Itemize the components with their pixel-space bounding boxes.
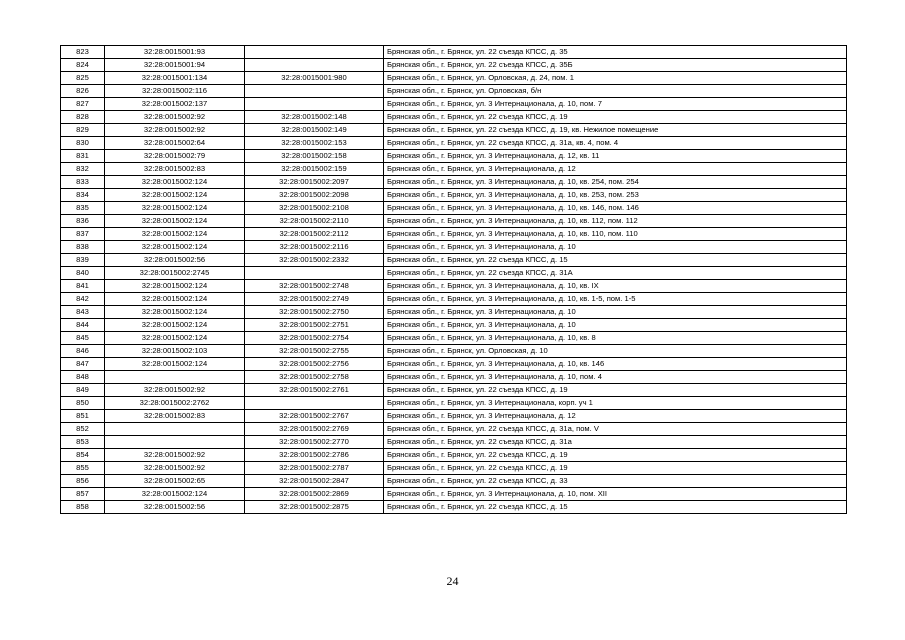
row-number-cell: 834	[61, 189, 105, 202]
object-cadastral-number-cell: 32:28:0015002:2751	[245, 319, 384, 332]
object-cadastral-number-cell: 32:28:0015002:2750	[245, 306, 384, 319]
object-cadastral-number-cell: 32:28:0015002:2786	[245, 449, 384, 462]
address-cell: Брянская обл., г. Брянск, ул. 22 съезда КПСС, д. 19	[384, 111, 847, 124]
object-cadastral-number-cell: 32:28:0015002:2748	[245, 280, 384, 293]
row-number-cell: 830	[61, 137, 105, 150]
cadastral-number-cell: 32:28:0015001:94	[105, 59, 245, 72]
cadastral-number-cell: 32:28:0015002:124	[105, 202, 245, 215]
table-row	[61, 124, 847, 137]
object-cadastral-number-cell: 32:28:0015002:2869	[245, 488, 384, 501]
object-cadastral-number-cell: 32:28:0015002:2769	[245, 423, 384, 436]
row-number-cell: 838	[61, 241, 105, 254]
address-cell: Брянская обл., г. Брянск, ул. 22 съезда КПСС, д. 35Б	[384, 59, 847, 72]
table-row	[61, 267, 847, 280]
cadastral-number-cell: 32:28:0015002:124	[105, 241, 245, 254]
object-cadastral-number-cell: 32:28:0015002:2116	[245, 241, 384, 254]
address-cell: Брянская обл., г. Брянск, ул. 3 Интернационала, д. 10, кв. 146	[384, 358, 847, 371]
table-row	[61, 436, 847, 449]
address-cell: Брянская обл., г. Брянск, ул. 3 Интернационала, д. 10, кв. IX	[384, 280, 847, 293]
address-cell: Брянская обл., г. Брянск, ул. 3 Интернационала, д. 10	[384, 241, 847, 254]
table-row	[61, 215, 847, 228]
cadastral-number-cell: 32:28:0015002:124	[105, 189, 245, 202]
object-cadastral-number-cell: 32:28:0015002:2770	[245, 436, 384, 449]
table-row	[61, 254, 847, 267]
cadastral-number-cell	[105, 436, 245, 449]
table-row	[61, 319, 847, 332]
object-cadastral-number-cell: 32:28:0015002:2749	[245, 293, 384, 306]
row-number-cell: 847	[61, 358, 105, 371]
cadastral-number-cell: 32:28:0015002:2745	[105, 267, 245, 280]
address-cell: Брянская обл., г. Брянск, ул. 22 съезда КПСС, д. 31а	[384, 436, 847, 449]
object-cadastral-number-cell	[245, 267, 384, 280]
table-row	[61, 241, 847, 254]
table-row	[61, 475, 847, 488]
row-number-cell: 848	[61, 371, 105, 384]
row-number-cell: 842	[61, 293, 105, 306]
object-cadastral-number-cell: 32:28:0015002:158	[245, 150, 384, 163]
table-row	[61, 462, 847, 475]
row-number-cell: 827	[61, 98, 105, 111]
table-row	[61, 358, 847, 371]
row-number-cell: 828	[61, 111, 105, 124]
cadastral-number-cell: 32:28:0015002:92	[105, 384, 245, 397]
cadastral-number-cell: 32:28:0015002:116	[105, 85, 245, 98]
object-cadastral-number-cell	[245, 59, 384, 72]
address-cell: Брянская обл., г. Брянск, ул. 3 Интернационала, д. 10, кв. 146, пом. 146	[384, 202, 847, 215]
table-row	[61, 111, 847, 124]
object-cadastral-number-cell: 32:28:0015002:2847	[245, 475, 384, 488]
table-row	[61, 397, 847, 410]
address-cell: Брянская обл., г. Брянск, ул. 3 Интернационала, д. 10	[384, 306, 847, 319]
address-cell: Брянская обл., г. Брянск, ул. 3 Интернационала, д. 12	[384, 163, 847, 176]
table-row	[61, 332, 847, 345]
row-number-cell: 823	[61, 46, 105, 59]
table-row	[61, 410, 847, 423]
row-number-cell: 858	[61, 501, 105, 514]
address-cell: Брянская обл., г. Брянск, ул. 22 съезда КПСС, д. 19, кв. Нежилое помещение	[384, 124, 847, 137]
row-number-cell: 843	[61, 306, 105, 319]
address-cell: Брянская обл., г. Брянск, ул. 3 Интернационала, д. 10, пом. 4	[384, 371, 847, 384]
address-cell: Брянская обл., г. Брянск, ул. 3 Интернационала, д. 10, кв. 112, пом. 112	[384, 215, 847, 228]
table-row	[61, 72, 847, 85]
address-cell: Брянская обл., г. Брянск, ул. 3 Интернационала, д. 12, кв. 11	[384, 150, 847, 163]
property-registry-table	[60, 45, 847, 514]
property-registry-body	[61, 46, 847, 514]
cadastral-number-cell: 32:28:0015002:124	[105, 293, 245, 306]
object-cadastral-number-cell: 32:28:0015002:149	[245, 124, 384, 137]
address-cell: Брянская обл., г. Брянск, ул. 22 съезда КПСС, д. 31А	[384, 267, 847, 280]
cadastral-number-cell: 32:28:0015002:124	[105, 306, 245, 319]
cadastral-number-cell: 32:28:0015002:124	[105, 228, 245, 241]
address-cell: Брянская обл., г. Брянск, ул. Орловская, д. 10	[384, 345, 847, 358]
table-row	[61, 137, 847, 150]
address-cell: Брянская обл., г. Брянск, ул. 22 съезда КПСС, д. 35	[384, 46, 847, 59]
object-cadastral-number-cell: 32:28:0015002:2787	[245, 462, 384, 475]
table-row	[61, 150, 847, 163]
page-number: 24	[446, 574, 459, 588]
cadastral-number-cell: 32:28:0015002:92	[105, 111, 245, 124]
cadastral-number-cell	[105, 423, 245, 436]
row-number-cell: 857	[61, 488, 105, 501]
table-row	[61, 228, 847, 241]
address-cell: Брянская обл., г. Брянск, ул. 3 Интернационала, д. 10, пом. 7	[384, 98, 847, 111]
object-cadastral-number-cell: 32:28:0015002:2875	[245, 501, 384, 514]
row-number-cell: 851	[61, 410, 105, 423]
row-number-cell: 845	[61, 332, 105, 345]
object-cadastral-number-cell	[245, 46, 384, 59]
row-number-cell: 835	[61, 202, 105, 215]
cadastral-number-cell	[105, 371, 245, 384]
row-number-cell: 839	[61, 254, 105, 267]
object-cadastral-number-cell: 32:28:0015001:980	[245, 72, 384, 85]
cadastral-number-cell: 32:28:0015002:124	[105, 319, 245, 332]
cadastral-number-cell: 32:28:0015002:56	[105, 254, 245, 267]
row-number-cell: 846	[61, 345, 105, 358]
address-cell: Брянская обл., г. Брянск, ул. 22 съезда КПСС, д. 19	[384, 384, 847, 397]
table-row	[61, 163, 847, 176]
row-number-cell: 824	[61, 59, 105, 72]
cadastral-number-cell: 32:28:0015002:124	[105, 358, 245, 371]
address-cell: Брянская обл., г. Брянск, ул. 3 Интернационала, д. 12	[384, 410, 847, 423]
row-number-cell: 849	[61, 384, 105, 397]
cadastral-number-cell: 32:28:0015002:65	[105, 475, 245, 488]
row-number-cell: 852	[61, 423, 105, 436]
object-cadastral-number-cell: 32:28:0015002:2108	[245, 202, 384, 215]
table-row	[61, 46, 847, 59]
row-number-cell: 841	[61, 280, 105, 293]
cadastral-number-cell: 32:28:0015001:134	[105, 72, 245, 85]
table-row	[61, 202, 847, 215]
object-cadastral-number-cell: 32:28:0015002:2332	[245, 254, 384, 267]
table-row	[61, 306, 847, 319]
object-cadastral-number-cell: 32:28:0015002:153	[245, 137, 384, 150]
table-row	[61, 98, 847, 111]
cadastral-number-cell: 32:28:0015002:92	[105, 449, 245, 462]
object-cadastral-number-cell: 32:28:0015002:2758	[245, 371, 384, 384]
row-number-cell: 825	[61, 72, 105, 85]
row-number-cell: 836	[61, 215, 105, 228]
cadastral-number-cell: 32:28:0015002:56	[105, 501, 245, 514]
table-row	[61, 293, 847, 306]
cadastral-number-cell: 32:28:0015002:64	[105, 137, 245, 150]
object-cadastral-number-cell: 32:28:0015002:2098	[245, 189, 384, 202]
row-number-cell: 856	[61, 475, 105, 488]
cadastral-number-cell: 32:28:0015002:137	[105, 98, 245, 111]
row-number-cell: 826	[61, 85, 105, 98]
address-cell: Брянская обл., г. Брянск, ул. 22 съезда КПСС, д. 31а, кв. 4, пом. 4	[384, 137, 847, 150]
table-row	[61, 280, 847, 293]
table-row	[61, 449, 847, 462]
cadastral-number-cell: 32:28:0015002:2762	[105, 397, 245, 410]
table-row	[61, 488, 847, 501]
address-cell: Брянская обл., г. Брянск, ул. 22 съезда КПСС, д. 15	[384, 501, 847, 514]
address-cell: Брянская обл., г. Брянск, ул. 3 Интернационала, д. 10, кв. 253, пом. 253	[384, 189, 847, 202]
address-cell: Брянская обл., г. Брянск, ул. 3 Интернационала, д. 10, пом. XII	[384, 488, 847, 501]
table-row	[61, 85, 847, 98]
object-cadastral-number-cell: 32:28:0015002:2754	[245, 332, 384, 345]
cadastral-number-cell: 32:28:0015002:124	[105, 280, 245, 293]
object-cadastral-number-cell: 32:28:0015002:2767	[245, 410, 384, 423]
address-cell: Брянская обл., г. Брянск, ул. Орловская, б/н	[384, 85, 847, 98]
cadastral-number-cell: 32:28:0015002:124	[105, 176, 245, 189]
table-row	[61, 371, 847, 384]
cadastral-number-cell: 32:28:0015002:83	[105, 410, 245, 423]
table-row	[61, 59, 847, 72]
object-cadastral-number-cell	[245, 98, 384, 111]
address-cell: Брянская обл., г. Брянск, ул. 3 Интернационала, д. 10, кв. 1-5, пом. 1-5	[384, 293, 847, 306]
cadastral-number-cell: 32:28:0015002:124	[105, 488, 245, 501]
row-number-cell: 832	[61, 163, 105, 176]
address-cell: Брянская обл., г. Брянск, ул. 3 Интернационала, корп. уч 1	[384, 397, 847, 410]
row-number-cell: 840	[61, 267, 105, 280]
object-cadastral-number-cell: 32:28:0015002:2097	[245, 176, 384, 189]
cadastral-number-cell: 32:28:0015002:79	[105, 150, 245, 163]
row-number-cell: 854	[61, 449, 105, 462]
table-row	[61, 501, 847, 514]
object-cadastral-number-cell: 32:28:0015002:159	[245, 163, 384, 176]
table-row	[61, 423, 847, 436]
object-cadastral-number-cell	[245, 85, 384, 98]
address-cell: Брянская обл., г. Брянск, ул. 3 Интернационала, д. 10, кв. 254, пом. 254	[384, 176, 847, 189]
address-cell: Брянская обл., г. Брянск, ул. 3 Интернационала, д. 10, кв. 110, пом. 110	[384, 228, 847, 241]
address-cell: Брянская обл., г. Брянск, ул. 22 съезда КПСС, д. 33	[384, 475, 847, 488]
address-cell: Брянская обл., г. Брянск, ул. 22 съезда КПСС, д. 31а, пом. V	[384, 423, 847, 436]
table-row	[61, 189, 847, 202]
cadastral-number-cell: 32:28:0015001:93	[105, 46, 245, 59]
cadastral-number-cell: 32:28:0015002:124	[105, 215, 245, 228]
row-number-cell: 833	[61, 176, 105, 189]
object-cadastral-number-cell: 32:28:0015002:2756	[245, 358, 384, 371]
cadastral-number-cell: 32:28:0015002:124	[105, 332, 245, 345]
address-cell: Брянская обл., г. Брянск, ул. 22 съезда КПСС, д. 15	[384, 254, 847, 267]
row-number-cell: 850	[61, 397, 105, 410]
row-number-cell: 855	[61, 462, 105, 475]
object-cadastral-number-cell: 32:28:0015002:2755	[245, 345, 384, 358]
object-cadastral-number-cell: 32:28:0015002:2112	[245, 228, 384, 241]
row-number-cell: 837	[61, 228, 105, 241]
row-number-cell: 829	[61, 124, 105, 137]
object-cadastral-number-cell: 32:28:0015002:2110	[245, 215, 384, 228]
row-number-cell: 831	[61, 150, 105, 163]
address-cell: Брянская обл., г. Брянск, ул. 22 съезда КПСС, д. 19	[384, 449, 847, 462]
cadastral-number-cell: 32:28:0015002:103	[105, 345, 245, 358]
address-cell: Брянская обл., г. Брянск, ул. 22 съезда КПСС, д. 19	[384, 462, 847, 475]
row-number-cell: 853	[61, 436, 105, 449]
cadastral-number-cell: 32:28:0015002:92	[105, 462, 245, 475]
cadastral-number-cell: 32:28:0015002:92	[105, 124, 245, 137]
object-cadastral-number-cell: 32:28:0015002:148	[245, 111, 384, 124]
table-row	[61, 176, 847, 189]
table-row	[61, 384, 847, 397]
object-cadastral-number-cell: 32:28:0015002:2761	[245, 384, 384, 397]
cadastral-number-cell: 32:28:0015002:83	[105, 163, 245, 176]
address-cell: Брянская обл., г. Брянск, ул. 3 Интернационала, д. 10	[384, 319, 847, 332]
address-cell: Брянская обл., г. Брянск, ул. Орловская, д. 24, пом. 1	[384, 72, 847, 85]
row-number-cell: 844	[61, 319, 105, 332]
table-row	[61, 345, 847, 358]
address-cell: Брянская обл., г. Брянск, ул. 3 Интернационала, д. 10, кв. 8	[384, 332, 847, 345]
object-cadastral-number-cell	[245, 397, 384, 410]
